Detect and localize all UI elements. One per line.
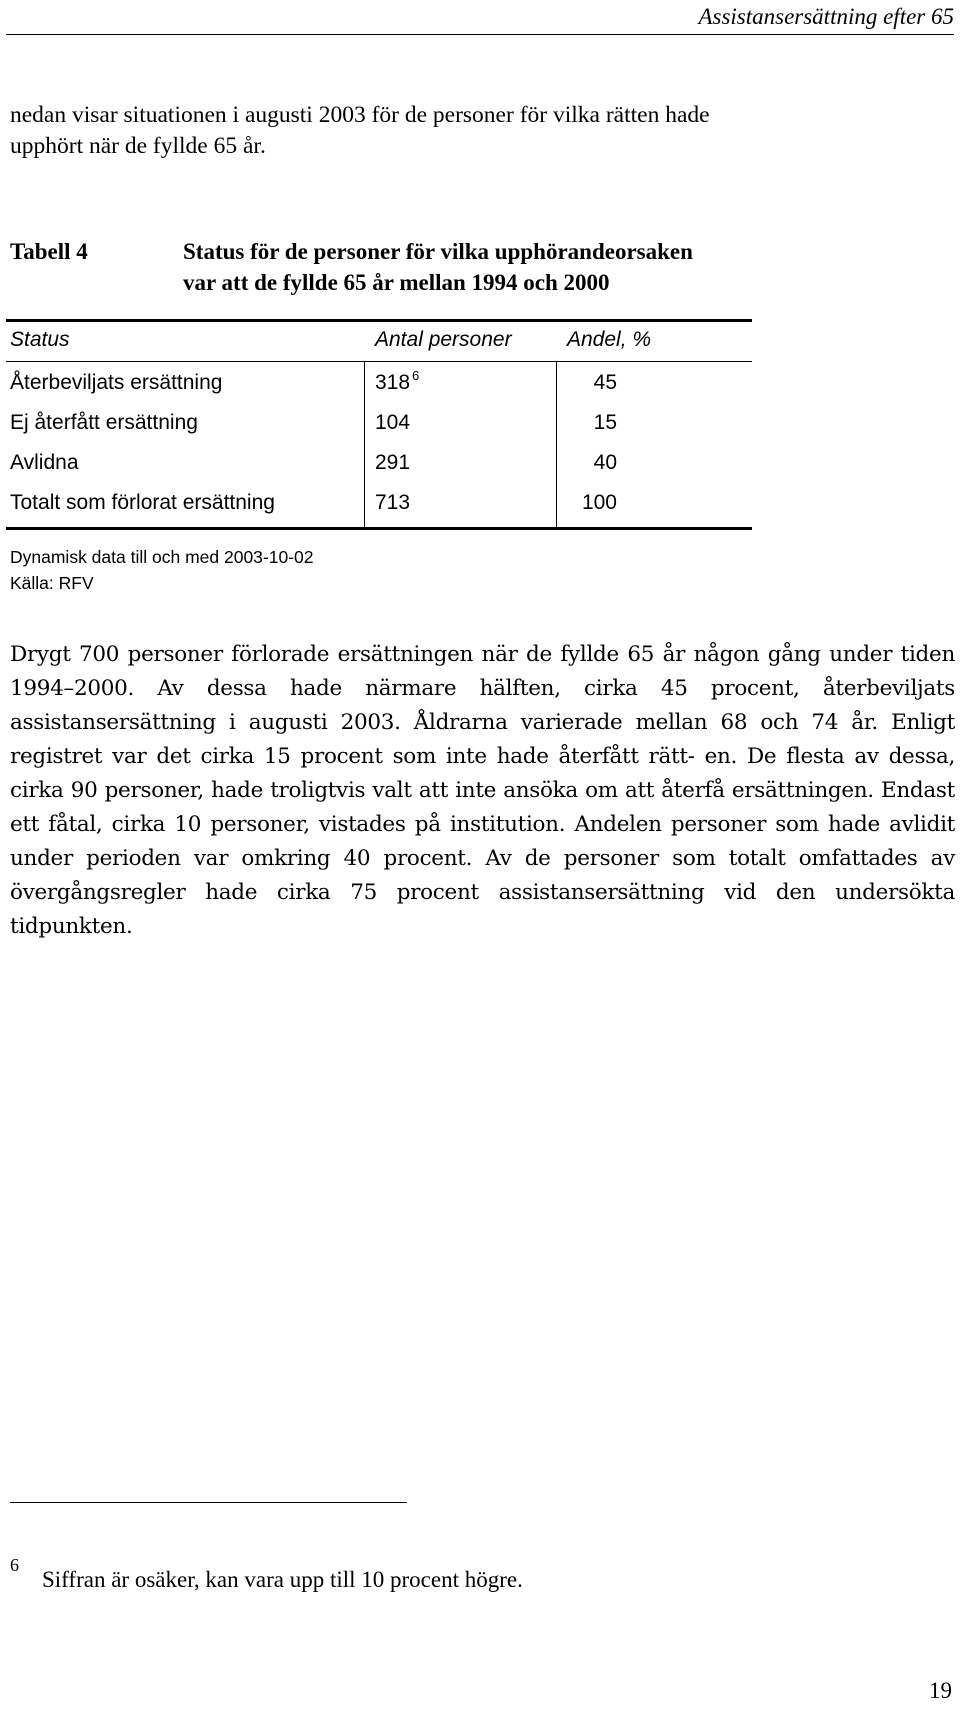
table-cell-count: 104 — [375, 411, 411, 434]
table-cell-count: 713 — [375, 491, 411, 514]
column-header-share: Andel, % — [567, 328, 652, 351]
table-source: Källa: RFV — [10, 573, 94, 593]
header-rule — [6, 34, 954, 35]
footnote-rule — [10, 1502, 407, 1503]
footnote-text: Siffran är osäker, kan vara upp till 10 procent högre. — [42, 1567, 523, 1592]
intro-paragraph — [10, 100, 945, 162]
table-title-line: Status för de personer för vilka upphörandeorsaken — [183, 239, 693, 264]
table-cell-share: 40 — [593, 451, 617, 474]
table-number: Tabell 4 — [10, 239, 88, 264]
column-header-count: Antal personer — [375, 328, 512, 351]
page-number: 19 — [929, 1678, 952, 1703]
table-cell-status: Avlidna — [10, 451, 79, 474]
table-bottom-rule — [6, 527, 752, 530]
table-cell-share: 100 — [581, 491, 617, 514]
table-cell-status: Totalt som förlorat ersättning — [10, 491, 275, 514]
table-notes — [10, 544, 314, 596]
intro-line: nedan visar situationen i augusti 2003 för de personer för vilka rätten hade — [10, 102, 710, 128]
table-cell-count: 291 — [375, 451, 411, 474]
intro-line: upphört när de fyllde 65 år. — [10, 133, 266, 159]
table-note: Dynamisk data till och med 2003-10-02 — [10, 547, 314, 567]
table-column-divider — [556, 361, 557, 527]
table-cell-status: Ej återfått ersättning — [10, 411, 198, 434]
footnote-reference: 6 — [412, 368, 420, 383]
count-value: 318 — [375, 371, 411, 394]
footnote-mark: 6 — [10, 1555, 19, 1575]
table-cell-share: 45 — [593, 371, 617, 394]
table-header-rule — [6, 361, 752, 362]
table-cell-status: Återbeviljats ersättning — [10, 371, 223, 394]
running-head: Assistansersättning efter 65 — [698, 4, 954, 29]
table-column-divider — [364, 361, 365, 527]
table-cell-share: 15 — [593, 411, 617, 434]
body-paragraph: Drygt 700 personer förlorade ersättningen när de fyllde 65 år någon gång under tiden 1994–2000. Av dessa hade närmare hälften, cirka 45 procent, återbeviljats assistansersättning i augusti 2003. Åldrarna varierade mellan 68 och 74 år. Enligt registret var det cirka 15 procent som inte hade återfått rätt- en. De flesta av dessa, cirka 90 personer, hade troligtvis valt att inte ansöka om att återfå ersättningen. Endast ett fåtal, cirka 10 personer, vistades på institution. Andelen personer som hade avlidit under perioden var omkring 40 procent. Av de personer som totalt omfattades av övergångsregler hade cirka 75 procent assistansersättning vid den undersökta tidpunkten. — [10, 642, 955, 939]
table-title — [183, 236, 903, 298]
table-title-line: var att de fyllde 65 år mellan 1994 och 2000 — [183, 270, 610, 295]
table-cell-count — [375, 363, 419, 405]
column-header-status: Status — [10, 328, 70, 351]
